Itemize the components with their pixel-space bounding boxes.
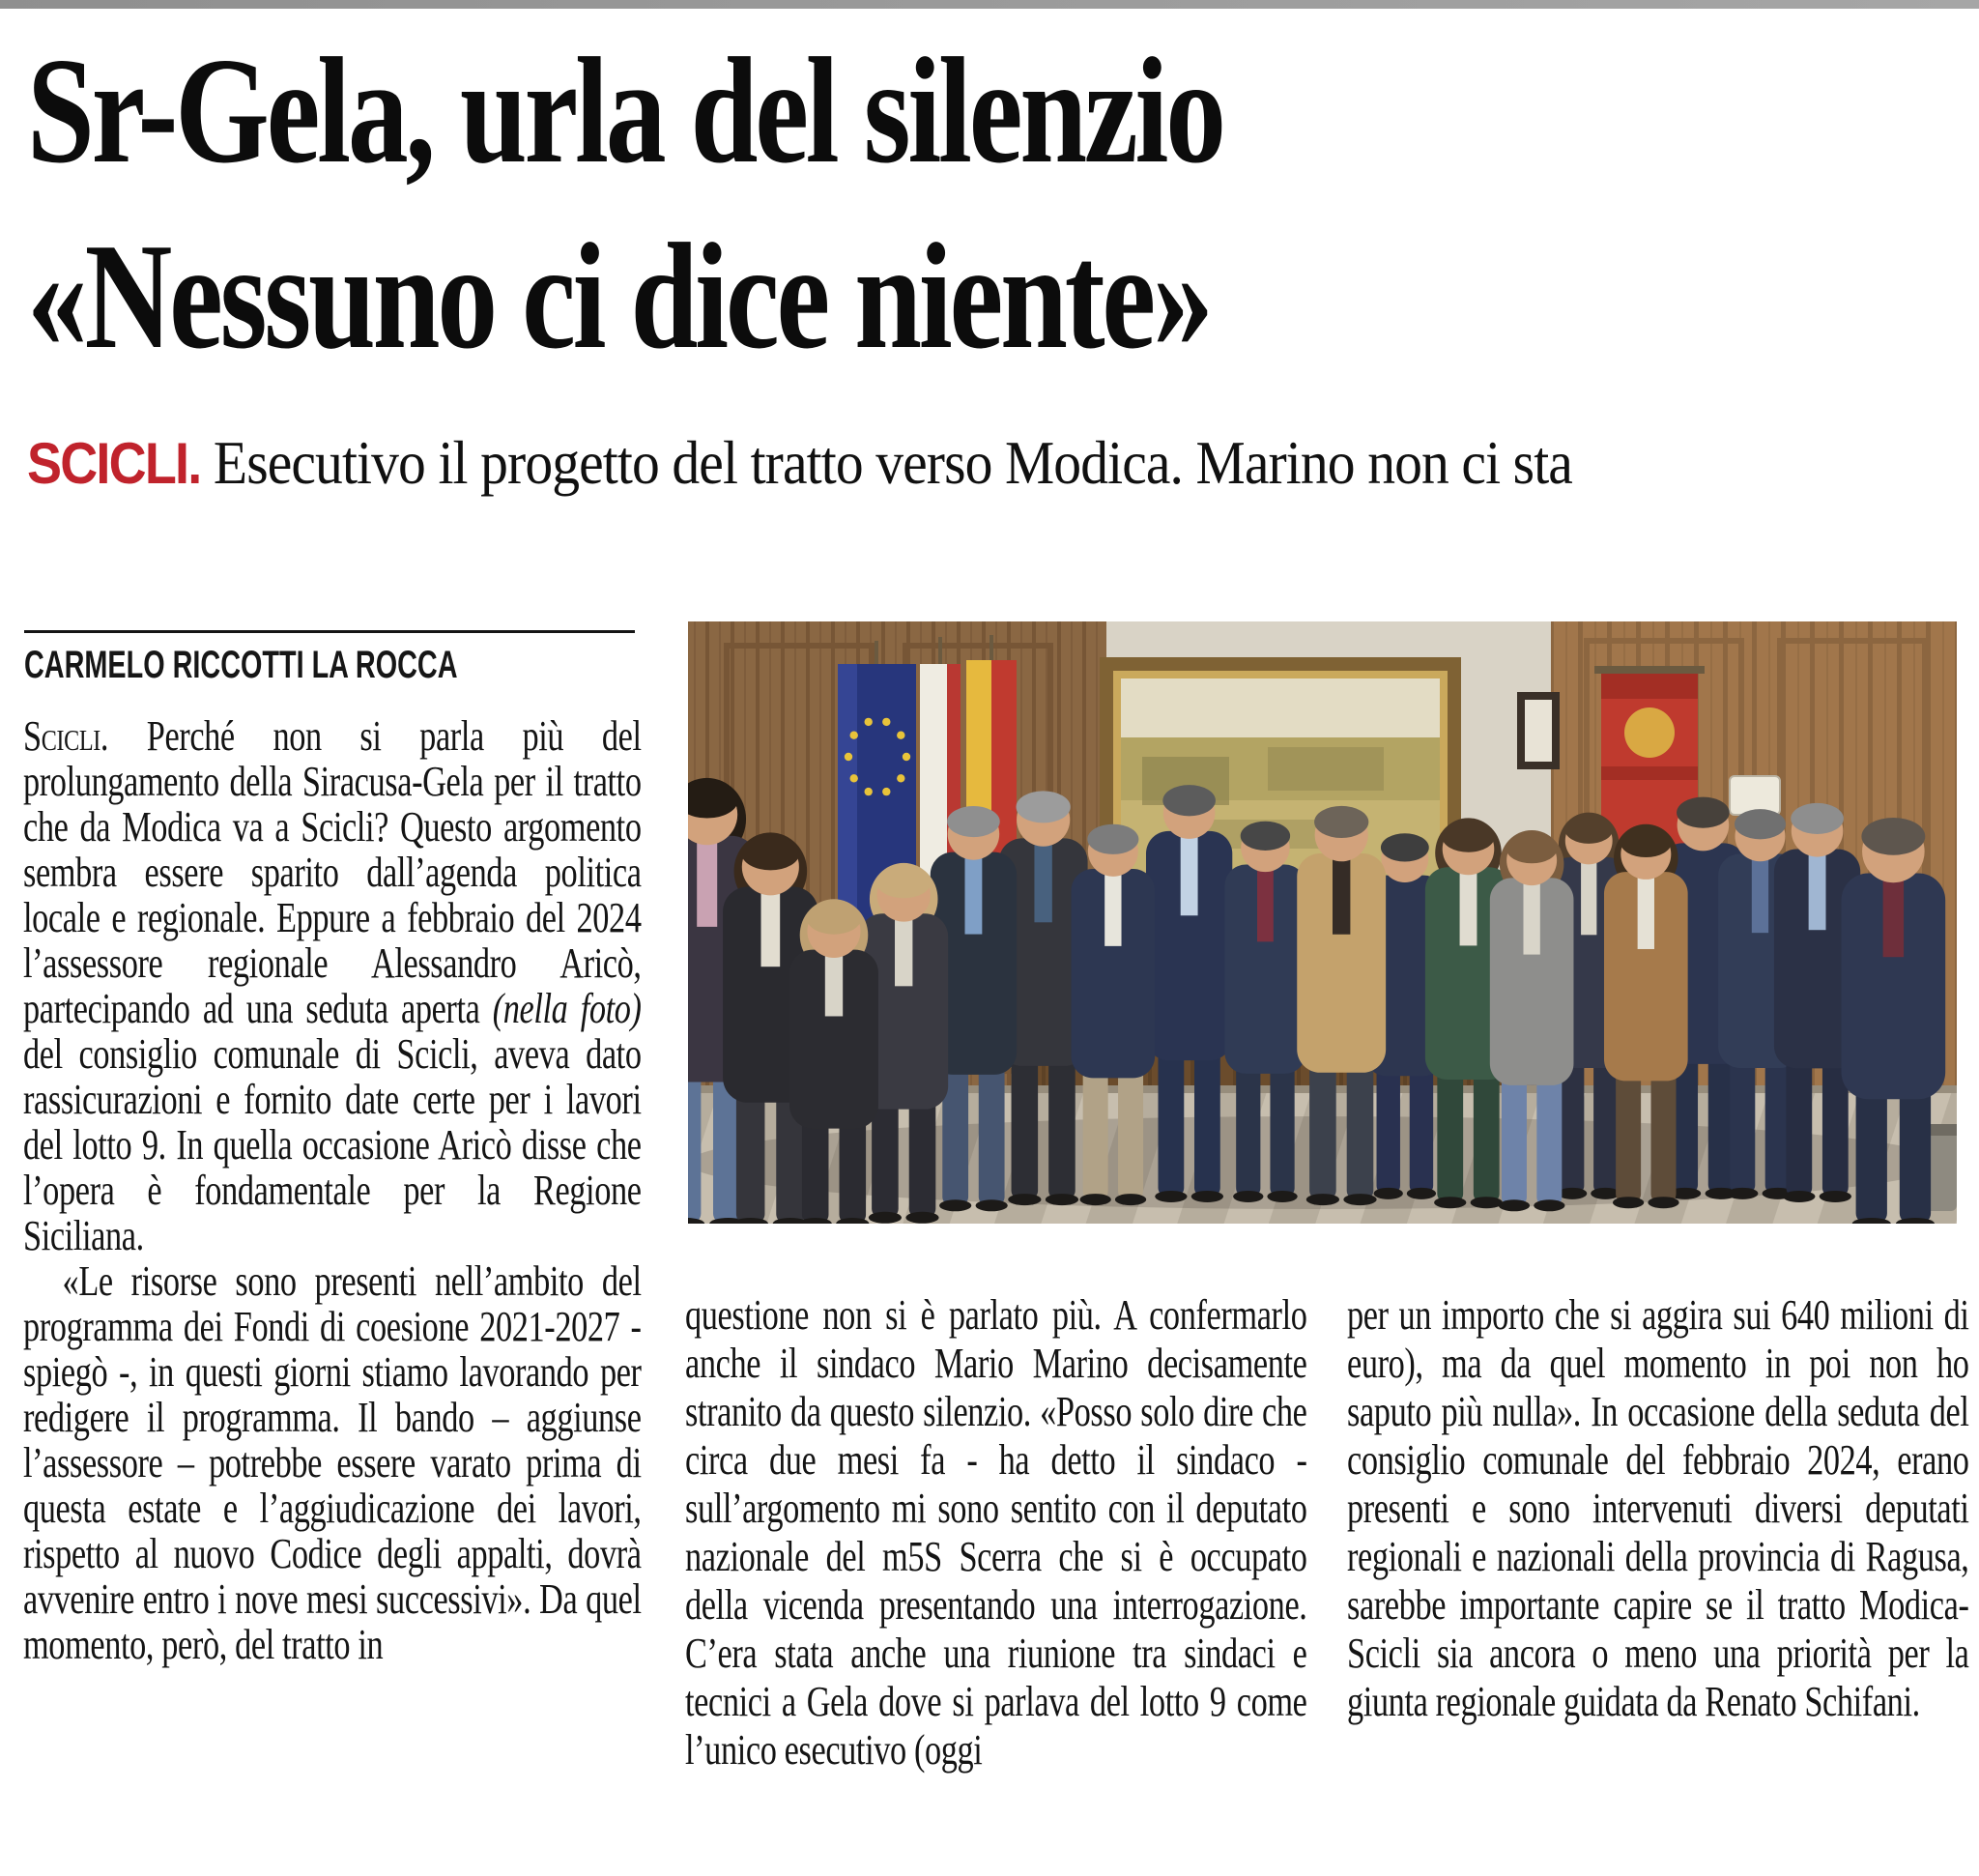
- headline: [27, 17, 1522, 389]
- standfirst: [27, 427, 1979, 499]
- photo-illustration: [688, 621, 1957, 1224]
- article-column-1: [23, 713, 642, 1667]
- body-text: «Le risorse sono presenti nell’ambito del programma dei Fondi di coesione 2021-2027 - spiegò -, in questi giorni stiamo lavorando per redigere il programma. Il bando – aggiunse l’assessore – potrebbe essere varato prima di questa estate e l’aggiudicazione dei lavori, rispetto al nuovo Codice degli appalti, dovrà avvenire entro i nove mesi successivi». Da quel momento, però, del tratto in: [23, 1257, 642, 1668]
- body-text: Perché non si parla più del prolungamento della Siracusa-Gela per il tratto che da Modica va a Scicli? Questo argomento sembra essere sparito dall’agenda politica locale e regionale. Eppure a febbraio del 2024 l’assessore regionale Alessandro Aricò, partecipando ad una seduta aperta: [23, 712, 642, 1032]
- kicker-label: SCICLI.: [27, 431, 201, 496]
- paragraph: [23, 713, 642, 1258]
- headline-line-2: «Nessuno ci dice niente»: [27, 212, 1211, 380]
- smallcaps-lead: Scicli.: [23, 712, 109, 760]
- byline-rule: [24, 630, 635, 633]
- headline-line-1: Sr-Gela, urla del silenzio: [27, 26, 1223, 194]
- page-top-rule: [0, 0, 1979, 9]
- article-column-3: [1347, 1291, 1969, 1726]
- small-picture-frame: [1517, 692, 1560, 769]
- wall-sign: [1730, 776, 1780, 815]
- body-text: per un importo che si aggira sui 640 milioni di euro), ma da quel momento in poi non ho saputo più nulla». In occasione della seduta del consiglio comunale del febbraio 2024, erano presenti e sono intervenuti diversi deputati regionali e nazionali della provincia di Ragusa, sarebbe importante capire se il tratto Modica-Scicli sia ancora o meno una priorità per la giunta regionale guidata da Renato Schifani.: [1347, 1291, 1969, 1725]
- body-text: del consiglio comunale di Scicli, aveva dato rassicurazioni e fornito date certe per i lavori del lotto 9. In quella occasione Aricò disse che l’opera è fondamentale per la Regione Siciliana.: [23, 1030, 642, 1259]
- paragraph: [685, 1291, 1307, 1775]
- article-photo: [688, 621, 1957, 1224]
- byline-author: CARMELO RICCOTTI LA ROCCA: [24, 644, 458, 686]
- standfirst-text: Esecutivo il progetto del tratto verso Modica. Marino non ci sta: [200, 428, 1572, 497]
- paragraph: [23, 1258, 642, 1667]
- article-column-2: [685, 1291, 1307, 1775]
- body-text: questione non si è parlato più. A confermarlo anche il sindaco Mario Marino decisamente stranito da questo silenzio. «Posso solo dire che circa due mesi fa - ha detto il sindaco - sull’argomento mi sono sentito con il deputato nazionale del m5S Scerra che si è occupato della vicenda presentando una interrogazione. C’era stata anche una riunione tra sindaci e tecnici a Gela dove si parlava del lotto 9 come l’unico esecutivo (oggi: [685, 1291, 1307, 1774]
- paragraph: [1347, 1291, 1969, 1726]
- italic-text: (nella foto): [492, 985, 642, 1032]
